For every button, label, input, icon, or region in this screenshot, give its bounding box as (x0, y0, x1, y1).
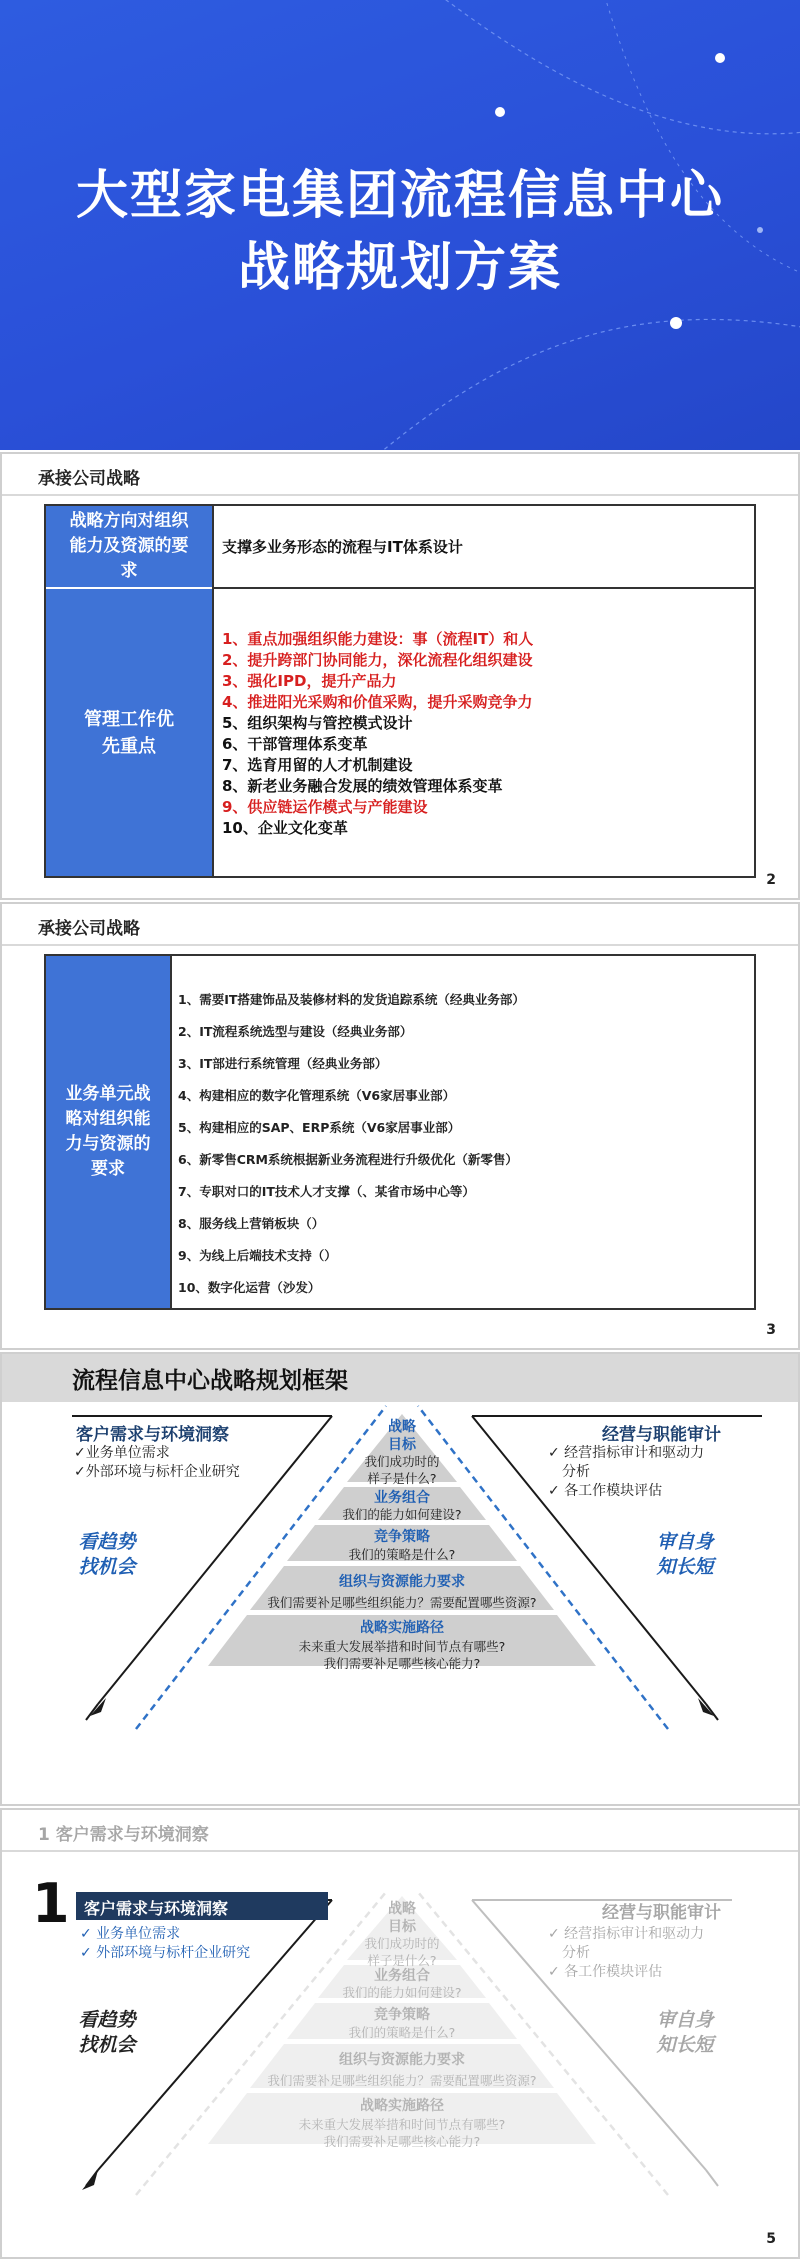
bu-requirements-table (44, 954, 756, 1310)
right-heading: 经营与职能审计 (602, 1425, 721, 1445)
bu-label: 业务单元战略对组织能力与资源的要求 (46, 956, 170, 1308)
priority-item: 3、强化IPD，提升产品力 (222, 672, 397, 690)
requirement-item: 5、构建相应的SAP、ERP系统（V6家居事业部） (178, 1120, 461, 1135)
requirements-table (44, 504, 756, 878)
level1-question: 我们成功时的 样子是什么? (364, 1936, 440, 1968)
right-item-2: 分析 (562, 1464, 590, 1480)
cover-title-line1: 大型家电集团流程信息中心 (75, 166, 724, 226)
left-item-1: ✓业务单位需求 (74, 1445, 170, 1461)
level3-question: 我们的策略是什么? (348, 2025, 456, 2040)
priority-list (222, 629, 754, 839)
slide-header: 承接公司战略 (38, 469, 140, 489)
level3-title: 竞争策略 (374, 2007, 430, 2023)
slide-header: 1 客户需求与环境洞察 (38, 1825, 209, 1845)
level5-title: 战略实施路径 (360, 1620, 444, 1636)
level5-title: 战略实施路径 (360, 2098, 444, 2114)
priority-item: 10、企业文化变革 (222, 819, 348, 837)
framework-title: 流程信息中心战略规划框架 (72, 1368, 348, 1394)
priority-item: 9、供应链运作模式与产能建设 (222, 798, 428, 816)
level4-question: 我们需要补足哪些组织能力？需要配置哪些资源? (267, 2073, 537, 2088)
level4-title: 组织与资源能力要求 (339, 2052, 465, 2068)
left-item-2: ✓外部环境与标杆企业研究 (74, 1464, 240, 1480)
level3-question: 我们的策略是什么? (348, 1547, 456, 1562)
priority-item: 4、推进阳光采购和价值采购，提升采购竞争力 (222, 693, 533, 711)
page-number: 5 (766, 2231, 776, 2247)
level3-title: 竞争策略 (374, 1529, 430, 1545)
customer-insight-box: 客户需求与环境洞察 (76, 1892, 328, 1920)
level5-question: 未来重大发展举措和时间节点有哪些? 我们需要补足哪些核心能力? (298, 2117, 506, 2149)
row1-label: 战略方向对组织能力及资源的要求 (46, 506, 212, 589)
cover-slide (0, 0, 800, 450)
right-slogan: 审自身 知长短 (656, 2009, 714, 2056)
priority-item: 7、选育用留的人才机制建设 (222, 756, 413, 774)
cust-item-2: ✓ 外部环境与标杆企业研究 (80, 1945, 251, 1961)
priority-item: 2、提升跨部门协同能力，深化流程化组织建设 (222, 651, 533, 669)
requirement-item: 9、为线上后端技术支持（） (178, 1248, 337, 1263)
level5-question: 未来重大发展举措和时间节点有哪些? 我们需要补足哪些核心能力? (298, 1639, 506, 1671)
cover-title (0, 160, 800, 304)
right-item-3: ✓ 各工作模块评估 (548, 1483, 663, 1499)
requirement-item: 2、IT流程系统选型与建设（经典业务部） (178, 1024, 413, 1039)
requirement-item: 3、IT部进行系统管理（经典业务部） (178, 1056, 388, 1071)
priority-item: 8、新老业务融合发展的绩效管理体系变革 (222, 777, 503, 795)
requirement-item: 1、需要IT搭建饰品及装修材料的发货追踪系统（经典业务部） (178, 992, 525, 1007)
left-heading: 客户需求与环境洞察 (76, 1425, 229, 1445)
right-slogan: 审自身 知长短 (656, 1531, 714, 1578)
priority-item: 1、重点加强组织能力建设：事（流程IT）和人 (222, 630, 534, 648)
level2-question: 我们的能力如何建设? (342, 1507, 462, 1522)
cust-item-1: ✓ 业务单位需求 (80, 1926, 181, 1942)
slide-header: 承接公司战略 (38, 919, 140, 939)
bu-requirements-cell (170, 956, 754, 1308)
right-heading: 经营与职能审计 (602, 1903, 721, 1923)
level4-title: 组织与资源能力要求 (339, 1574, 465, 1590)
slide-framework (0, 1352, 800, 1806)
level1-title: 战略 目标 (388, 1901, 416, 1935)
row1-text: 支撑多业务形态的流程与IT体系设计 (212, 506, 754, 589)
requirement-item: 6、新零售CRM系统根据新业务流程进行升级优化（新零售） (178, 1152, 518, 1167)
level2-question: 我们的能力如何建设? (342, 1985, 462, 2000)
level4-question: 我们需要补足哪些组织能力？需要配置哪些资源? (267, 1595, 537, 1610)
requirement-item: 4、构建相应的数字化管理系统（V6家居事业部） (178, 1088, 456, 1103)
requirement-item: 10、数字化运营（沙发） (178, 1280, 321, 1295)
level1-title: 战略 目标 (388, 1419, 416, 1453)
bu-requirements-list (178, 984, 754, 1304)
right-item-3: ✓ 各工作模块评估 (548, 1964, 663, 1980)
slide-strategy-requirements (0, 452, 800, 900)
level2-title: 业务组合 (374, 1490, 430, 1506)
right-item-2: 分析 (562, 1945, 590, 1961)
level2-title: 业务组合 (374, 1968, 430, 1984)
left-slogan: 看趋势 找机会 (78, 1531, 136, 1578)
right-item-1: ✓ 经营指标审计和驱动力 (548, 1445, 705, 1461)
slide-business-unit-requirements (0, 902, 800, 1350)
row2-label: 管理工作优先重点 (46, 589, 212, 876)
header-divider (2, 944, 798, 946)
page-number: 3 (766, 1322, 776, 1338)
priority-item: 5、组织架构与管控模式设计 (222, 714, 413, 732)
right-item-1: ✓ 经营指标审计和驱动力 (548, 1926, 705, 1942)
level1-question: 我们成功时的 样子是什么? (364, 1454, 440, 1486)
slide-customer-insight (0, 1808, 800, 2259)
requirement-item: 7、专职对口的IT技术人才支撑（、某省市场中心等） (178, 1184, 475, 1199)
section-number: 1 (32, 1872, 70, 1935)
priority-item: 6、干部管理体系变革 (222, 735, 368, 753)
left-slogan: 看趋势 找机会 (78, 2009, 136, 2056)
priority-cell (212, 589, 754, 876)
cover-title-line2: 战略规划方案 (237, 238, 562, 298)
requirement-item: 8、服务线上营销板块（） (178, 1216, 325, 1231)
header-divider (2, 494, 798, 496)
page-number: 2 (766, 872, 776, 888)
